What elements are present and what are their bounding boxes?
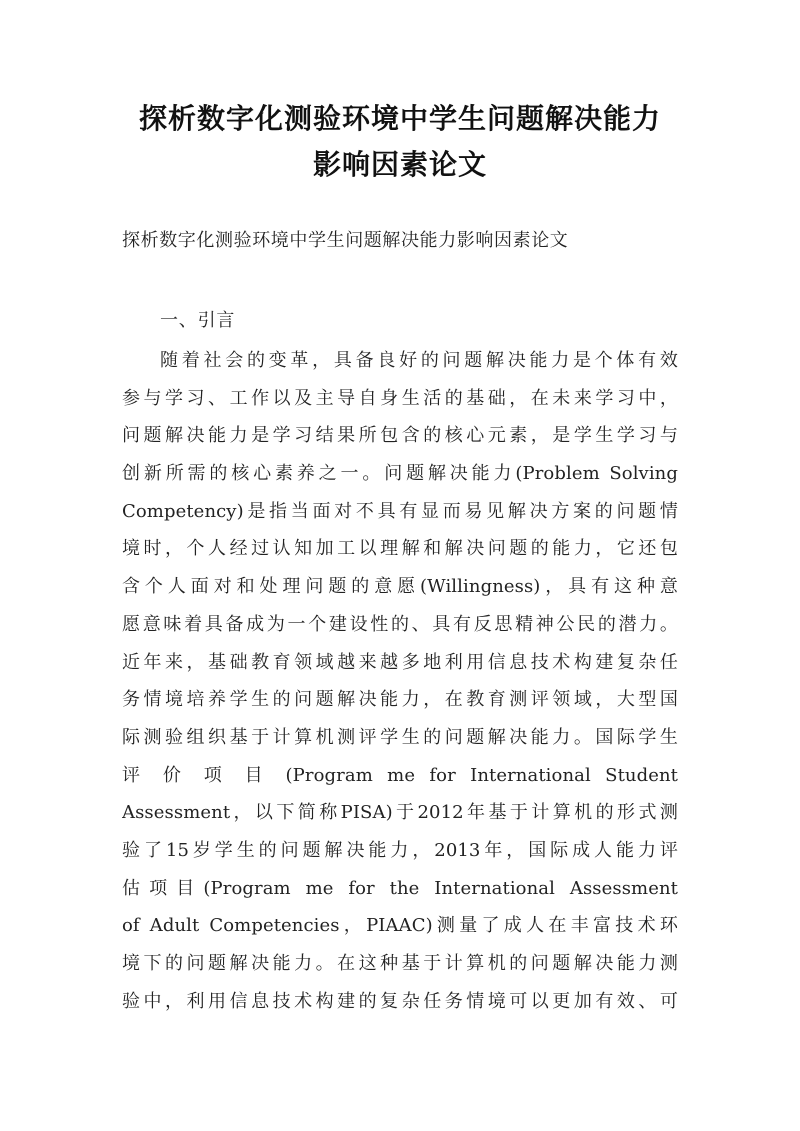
body-line: 含个人面对和处理问题的意愿(Willingness)，具有这种意: [122, 576, 678, 598]
body-line: 境时，个人经过认知加工以理解和解决问题的能力，它还包: [122, 538, 678, 560]
document-title-line-2: 影响因素论文: [312, 148, 487, 181]
body-line: 估项目(Program me for the International Assessment: [122, 877, 678, 899]
document-title: [90, 96, 710, 188]
body-line: 近年来，基础教育领域越来越多地利用信息技术构建复杂任: [122, 651, 678, 673]
body-line: 境下的问题解决能力。在这种基于计算机的问题解决能力测: [122, 953, 678, 974]
body-line: Competency)是指当面对不具有显而易见解决方案的问题情: [122, 500, 678, 522]
section-heading: 一、引言: [160, 310, 236, 331]
body-line: 评 价 项 目 (Program me for International Student: [122, 764, 678, 786]
body-line: 参与学习、工作以及主导自身生活的基础，在未来学习中，: [122, 387, 678, 409]
body-line: 验中，利用信息技术构建的复杂任务情境可以更加有效、可: [122, 990, 678, 1012]
body-line: 务情境培养学生的问题解决能力，在教育测评领域，大型国: [122, 689, 678, 711]
body-text: [122, 342, 678, 1020]
body-line: 际测验组织基于计算机测评学生的问题解决能力。国际学生: [122, 726, 678, 748]
body-line: Assessment，以下简称PISA)于2012年基于计算机的形式测: [122, 802, 678, 824]
body-line: 愿意味着具备成为一个建设性的、具有反思精神公民的潜力。: [122, 613, 678, 635]
body-line: of Adult Competencies，PIAAC)测量了成人在丰富技术环: [122, 915, 678, 937]
document-subtitle: 探析数字化测验环境中学生问题解决能力影响因素论文: [122, 230, 569, 251]
body-line: 验了15岁学生的问题解决能力，2013年，国际成人能力评: [122, 839, 678, 861]
document-title-line-1: 探析数字化测验环境中学生问题解决能力: [138, 102, 661, 135]
body-line: 问题解决能力是学习结果所包含的核心元素，是学生学习与: [122, 425, 678, 447]
body-line: 创新所需的核心素养之一。问题解决能力(Problem Solving: [122, 463, 678, 485]
body-line: 随着社会的变革，具备良好的问题解决能力是个体有效: [160, 350, 678, 371]
